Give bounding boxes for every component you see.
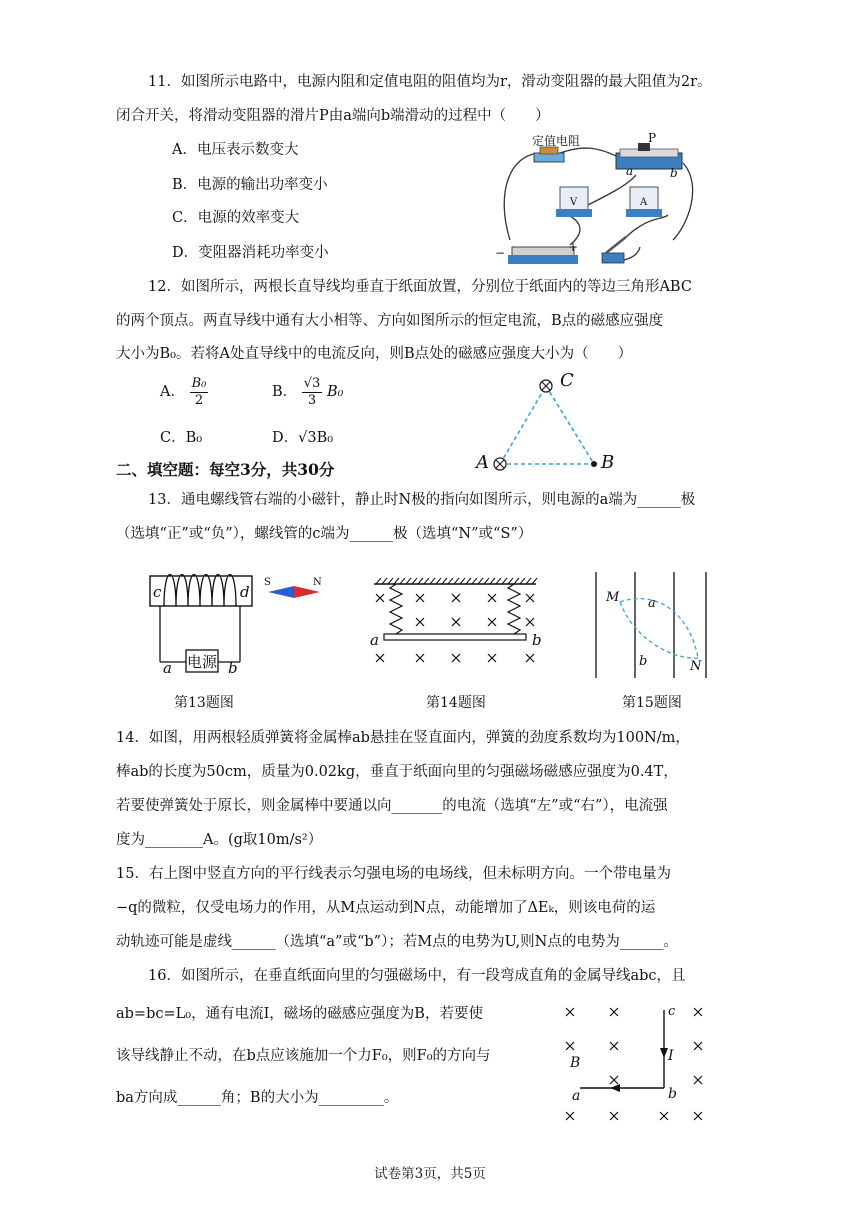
point-b-dot [591, 461, 597, 467]
q12-line1: 12．如图所示，两根长直导线均垂直于纸面放置，分别位于纸面内的等边三角形ABC [148, 279, 692, 295]
caption-fig-15: 第15题图 [622, 695, 682, 711]
q14-spring-figure [370, 576, 540, 676]
field-cross-mark [526, 618, 534, 626]
field-cross-mark [526, 654, 534, 662]
solenoid-coil-shape [164, 575, 236, 607]
hatch-line [424, 578, 429, 584]
hatch-line [496, 578, 501, 584]
field-cross-mark [694, 1112, 702, 1120]
field-cross-mark [452, 594, 460, 602]
hatch-line [430, 578, 435, 584]
hatch-line [436, 578, 441, 584]
q15-fig-n-label: N [690, 659, 702, 674]
current-arrow-left-icon [610, 1084, 620, 1092]
hatch-line [508, 578, 513, 584]
q11-fig-plus-label: + [568, 240, 579, 254]
field-cross-mark [610, 1112, 618, 1120]
section2-heading: 二、填空题：每空3分，共30分 [116, 460, 335, 479]
magnetic-field-marks [566, 1008, 702, 1120]
hatch-line [448, 578, 453, 584]
field-cross-mark [566, 1008, 574, 1016]
hatch-line [412, 578, 417, 584]
hatch-line [442, 578, 447, 584]
hatch-line [376, 578, 381, 584]
q13-line1: 13．通电螺线管右端的小磁针，静止时N极的指向如图所示，则电源的a端为______极 [148, 492, 696, 508]
field-cross-mark [376, 594, 384, 602]
q16-bent-wire-figure [560, 1000, 720, 1130]
field-cross-mark [416, 594, 424, 602]
q12-fig-label-c: C [560, 370, 574, 391]
q13-fig-a-label: a [163, 659, 172, 677]
current-into-page-icon-a [494, 458, 506, 470]
q12-fig-label-a: A [476, 452, 489, 473]
q11-option-b: B．电源的输出功率变小 [172, 177, 328, 193]
q12-line3: 大小为B₀。若将A处直导线中的电流反向，则B点处的磁感应强度大小为（ ） [116, 346, 633, 362]
q12-option-b-fraction: $\frac{√3}{3}$ [303, 375, 321, 408]
hatch-line [454, 578, 459, 584]
q11-option-a: A．电压表示数变大 [172, 142, 299, 158]
q13-fig-d-label: d [240, 583, 250, 601]
q13-line2: （选填“正”或“负”），螺线管的c端为______极（选填“N”或“S”） [116, 526, 533, 542]
field-cross-mark [566, 1042, 574, 1050]
hatch-line [400, 578, 405, 584]
right-spring-shape [508, 584, 520, 634]
q16-line2: ab=bc=L₀，通有电流I，磁场的磁感应强度为B，若要使 [116, 1006, 483, 1022]
hatch-line [418, 578, 423, 584]
q14-line3: 若要使弹簧处于原长，则金属棒中要通以向_______的电流（选填“左”或“右”），电流强 [116, 798, 668, 814]
field-cross-mark [452, 618, 460, 626]
field-cross-mark [488, 618, 496, 626]
q15-fig-m-label: M [606, 590, 620, 605]
q15-fig-a-label: a [648, 596, 656, 611]
q11-fig-b-label: b [670, 166, 678, 180]
q16-fig-point-b-label: b [668, 1086, 677, 1102]
hatch-line [406, 578, 411, 584]
q13-fig-c-label: c [153, 583, 162, 601]
q11-option-d: D．变阻器消耗功率变小 [172, 245, 329, 261]
q15-line2: −q的微粒，仅受电场力的作用，从M点运动到N点，动能增加了ΔEₖ，则该电荷的运 [116, 900, 656, 916]
trajectory-a-curve [620, 599, 698, 658]
q13-fig-n-label: N [313, 577, 322, 588]
left-spring-shape [390, 584, 402, 634]
field-cross-mark [488, 654, 496, 662]
hatch-line [472, 578, 477, 584]
q14-fig-b-label: b [532, 631, 542, 649]
q16-fig-a-label: a [572, 1088, 581, 1104]
q11-fig-slider-label: P [648, 131, 657, 145]
q11-fig-ammeter-label: A [640, 197, 648, 208]
hatch-line [502, 578, 507, 584]
q11-fig-minus-label: − [495, 246, 506, 260]
switch-shape [602, 253, 624, 263]
q12-option-d: D．√3B₀ [272, 430, 334, 446]
q14-line2: 棒ab的长度为50cm，质量为0.02kg，垂直于纸面向里的匀强磁场磁感应强度为0.4T， [116, 764, 678, 780]
field-cross-mark [488, 594, 496, 602]
field-cross-mark [566, 1112, 574, 1120]
current-into-page-icon-c [540, 380, 552, 392]
hatch-line [514, 578, 519, 584]
q16-line1: 16．如图所示，在垂直纸面向里的匀强磁场中，有一段弯成直角的金属导线abc，且 [148, 968, 686, 984]
q15-fig-b-label: b [639, 654, 648, 669]
q14-line4: 度为________A。(g取10m/s²） [116, 832, 323, 848]
metal-rod-shape [384, 634, 526, 640]
field-cross-mark [452, 654, 460, 662]
q11-line1: 11．如图所示电路中，电源内阻和定值电阻的阻值均为r，滑动变阻器的最大阻值为2r。 [148, 74, 712, 90]
trajectory-b-curve [620, 602, 698, 658]
ceiling-hatching [376, 578, 537, 584]
q12-option-a-fraction: $\frac{\text{B₀}}{2}$ [191, 375, 207, 408]
q11-fig-voltmeter-label: V [570, 197, 578, 208]
q13-fig-b-label: b [228, 659, 238, 677]
caption-fig-13: 第13题图 [174, 695, 234, 711]
field-cross-mark [694, 1076, 702, 1084]
field-cross-mark [610, 1076, 618, 1084]
q15-line3: 动轨迹可能是虚线______（选填“a”或“b”）；若M点的电势为U,则N点的电势为______。 [116, 934, 678, 950]
hatch-line [526, 578, 531, 584]
q13-fig-source-label: 电源 [187, 653, 218, 671]
q14-fig-a-label: a [370, 631, 379, 649]
hatch-line [484, 578, 489, 584]
q11-fig-resistor-label: 定值电阻 [532, 134, 581, 148]
q11-circuit-figure [488, 125, 708, 275]
q12-line2: 的两个顶点。两直导线中通有大小相等、方向如图所示的恒定电流，B点的磁感应强度 [116, 313, 664, 329]
hatch-line [388, 578, 393, 584]
q16-fig-c-label: c [668, 1004, 676, 1019]
field-cross-mark [610, 1008, 618, 1016]
q12-option-c: C．B₀ [160, 430, 203, 446]
hatch-line [478, 578, 483, 584]
q14-line1: 14．如图，用两根轻质弹簧将金属棒ab悬挂在竖直面内，弹簧的劲度系数均为100N/m， [116, 730, 690, 746]
hatch-line [520, 578, 525, 584]
caption-fig-14: 第14题图 [426, 695, 486, 711]
hatch-line [490, 578, 495, 584]
q16-fig-b-field-label: B [570, 1055, 581, 1071]
q16-line3: 该导线静止不动，在b点应该施加一个力F₀，则F₀的方向与 [116, 1048, 491, 1064]
hatch-line [460, 578, 465, 584]
q16-fig-i-label: I [668, 1048, 674, 1064]
field-cross-mark [416, 654, 424, 662]
q12-option-b: B． $\frac{√3}{3}$ B₀ [272, 375, 344, 408]
hatch-line [466, 578, 471, 584]
field-cross-mark [694, 1042, 702, 1050]
hatch-line [532, 578, 537, 584]
hatch-line [394, 578, 399, 584]
field-cross-mark [416, 618, 424, 626]
page-footer: 试卷第3页，共5页 [374, 1166, 486, 1182]
q11-line2: 闭合开关，将滑动变阻器的滑片P由a端向b端滑动的过程中（ ） [116, 108, 550, 124]
q12-option-a: A． $\frac{\text{B₀}}{2}$ [160, 375, 207, 408]
field-cross-mark [660, 1112, 668, 1120]
current-arrow-down-icon [660, 1048, 668, 1058]
hatch-line [382, 578, 387, 584]
q11-option-c: C．电源的效率变大 [172, 210, 300, 226]
field-cross-mark [610, 1042, 618, 1050]
field-cross-mark [694, 1008, 702, 1016]
q15-line1: 15．右上图中竖直方向的平行线表示匀强电场的电场线，但未标明方向。一个带电量为 [116, 866, 671, 882]
q11-fig-a-label: a [626, 164, 634, 178]
q13-fig-s-label: S [264, 577, 271, 588]
field-cross-mark [376, 654, 384, 662]
q12-fig-label-b: B [601, 452, 615, 473]
field-cross-mark [526, 594, 534, 602]
q16-line4: ba方向成______角；B的大小为_________。 [116, 1090, 399, 1106]
